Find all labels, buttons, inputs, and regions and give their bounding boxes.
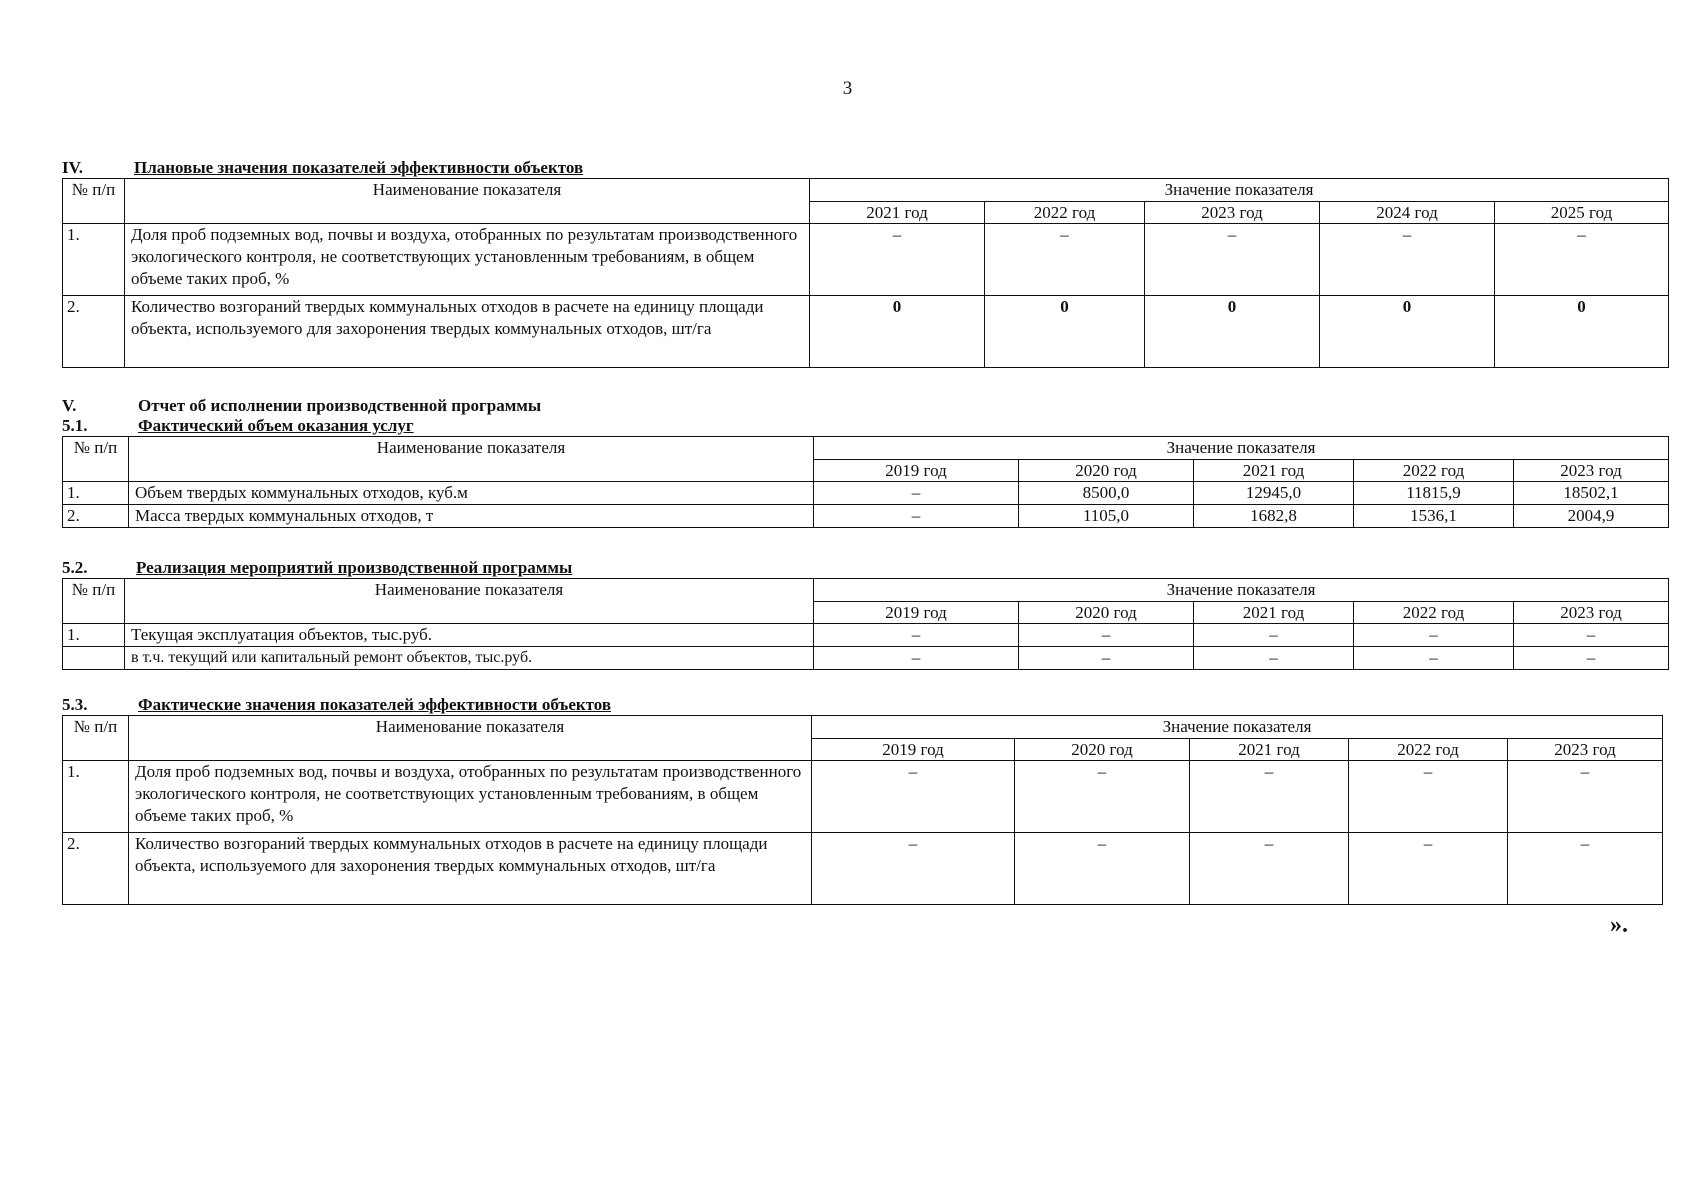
year-header: 2021 год [810, 201, 985, 224]
indicator-name: Количество возгораний твердых коммунальных отходов в расчете на единицу площади объекта, используемого для захоронения твердых коммунальных отходов, шт/га [125, 296, 810, 368]
indicator-value: – [1145, 224, 1320, 296]
indicator-value: 1105,0 [1019, 505, 1194, 528]
row-number [63, 647, 125, 670]
indicator-value: – [1190, 761, 1349, 833]
column-name-header: Наименование показателя [125, 179, 810, 224]
year-header: 2021 год [1190, 738, 1349, 761]
year-header: 2019 год [812, 738, 1015, 761]
column-number-header: № п/п [63, 179, 125, 224]
indicator-value: – [1194, 624, 1354, 647]
indicator-value: – [1508, 833, 1663, 905]
table-header-row [63, 716, 1663, 739]
indicator-value: – [1019, 624, 1194, 647]
actual-indicators-table [62, 715, 1663, 905]
indicator-value: – [814, 505, 1019, 528]
year-header: 2021 год [1194, 601, 1354, 624]
table-header-row [63, 179, 1669, 202]
indicator-name: Объем твердых коммунальных отходов, куб.м [129, 482, 814, 505]
page-number: 3 [842, 78, 853, 99]
year-header: 2022 год [985, 201, 1145, 224]
indicator-value: – [814, 624, 1019, 647]
indicator-value: – [1354, 624, 1514, 647]
section-4-heading [62, 158, 1668, 178]
indicator-value: 0 [810, 296, 985, 368]
row-number: 2. [63, 833, 129, 905]
section-5-number: V. [62, 396, 77, 415]
table-row [63, 224, 1669, 296]
planned-indicators-table [62, 178, 1669, 368]
indicator-value: 0 [1495, 296, 1669, 368]
year-header: 2022 год [1354, 601, 1514, 624]
indicator-name: в т.ч. текущий или капитальный ремонт объектов, тыс.руб. [125, 647, 814, 670]
year-header: 2025 год [1495, 201, 1669, 224]
column-values-header: Значение показателя [814, 579, 1669, 602]
indicator-value: 8500,0 [1019, 482, 1194, 505]
table-row [63, 505, 1669, 528]
indicator-name: Доля проб подземных вод, почвы и воздуха, отобранных по результатам производственного экологического контроля, не соответствующих установленным требованиям, в общем объеме таких проб, % [125, 224, 810, 296]
column-values-header: Значение показателя [812, 716, 1663, 739]
indicator-name: Количество возгораний твердых коммунальных отходов в расчете на единицу площади объекта, используемого для захоронения твердых коммунальных отходов, шт/га [129, 833, 812, 905]
year-header: 2020 год [1019, 601, 1194, 624]
year-header: 2021 год [1194, 459, 1354, 482]
table-row [63, 624, 1669, 647]
indicator-value: – [1354, 647, 1514, 670]
indicator-value: – [810, 224, 985, 296]
indicator-value: – [1514, 624, 1669, 647]
row-number: 2. [63, 505, 129, 528]
year-header: 2019 год [814, 601, 1019, 624]
section-4 [62, 158, 1668, 368]
section-4-number: IV. [62, 158, 83, 177]
indicator-name: Масса твердых коммунальных отходов, т [129, 505, 814, 528]
indicator-value: – [1349, 761, 1508, 833]
section-5-3-title: Фактические значения показателей эффективности объектов [138, 695, 612, 714]
indicator-value: 18502,1 [1514, 482, 1669, 505]
indicator-value: 0 [985, 296, 1145, 368]
column-values-header: Значение показателя [810, 179, 1669, 202]
indicator-value: 0 [1145, 296, 1320, 368]
table-row [63, 761, 1663, 833]
indicator-name: Текущая эксплуатация объектов, тыс.руб. [125, 624, 814, 647]
row-number: 1. [63, 224, 125, 296]
table-row [63, 833, 1663, 905]
table-row [63, 482, 1669, 505]
indicator-value: – [1015, 833, 1190, 905]
column-name-header: Наименование показателя [125, 579, 814, 624]
column-number-header: № п/п [63, 437, 129, 482]
indicator-value: – [985, 224, 1145, 296]
indicator-value: 11815,9 [1354, 482, 1514, 505]
row-number: 1. [63, 761, 129, 833]
indicator-value: – [1508, 761, 1663, 833]
section-5-heading [62, 396, 1668, 416]
indicator-value: – [814, 482, 1019, 505]
closing-quote-mark: ». [1610, 912, 1628, 938]
column-name-header: Наименование показателя [129, 716, 812, 761]
table-header-row [63, 579, 1669, 602]
section-5-1-number: 5.1. [62, 416, 88, 435]
year-header: 2019 год [814, 459, 1019, 482]
section-5-title: Отчет об исполнении производственной программы [138, 396, 542, 415]
year-header: 2023 год [1508, 738, 1663, 761]
column-number-header: № п/п [63, 716, 129, 761]
indicator-value: – [1194, 647, 1354, 670]
year-header: 2020 год [1019, 459, 1194, 482]
column-name-header: Наименование показателя [129, 437, 814, 482]
indicator-value: – [1190, 833, 1349, 905]
column-number-header: № п/п [63, 579, 125, 624]
table-row [63, 296, 1669, 368]
year-header: 2024 год [1320, 201, 1495, 224]
indicator-value: – [812, 833, 1015, 905]
year-header: 2020 год [1015, 738, 1190, 761]
row-number: 1. [63, 624, 125, 647]
section-5-3-heading [62, 695, 1662, 715]
indicator-value: 12945,0 [1194, 482, 1354, 505]
indicator-value: 1682,8 [1194, 505, 1354, 528]
indicator-value: – [814, 647, 1019, 670]
program-activities-table [62, 578, 1669, 670]
indicator-name: Доля проб подземных вод, почвы и воздуха, отобранных по результатам производственного экологического контроля, не соответствующих установленным требованиям, в общем объеме таких проб, % [129, 761, 812, 833]
year-header: 2023 год [1145, 201, 1320, 224]
indicator-value: – [1015, 761, 1190, 833]
section-5-1-title: Фактический объем оказания услуг [138, 416, 414, 435]
section-5-3-number: 5.3. [62, 695, 88, 714]
indicator-value: – [1320, 224, 1495, 296]
section-5-2-heading [62, 558, 1668, 578]
section-5-2 [62, 558, 1668, 670]
section-5 [62, 396, 1668, 528]
indicator-value: – [812, 761, 1015, 833]
year-header: 2022 год [1354, 459, 1514, 482]
row-number: 2. [63, 296, 125, 368]
indicator-value: 1536,1 [1354, 505, 1514, 528]
section-5-2-title: Реализация мероприятий производственной программы [136, 558, 573, 577]
table-row [63, 647, 1669, 670]
section-5-2-number: 5.2. [62, 558, 88, 577]
indicator-value: 2004,9 [1514, 505, 1669, 528]
services-volume-table [62, 436, 1669, 528]
section-5-3 [62, 695, 1662, 905]
table-header-row [63, 437, 1669, 460]
indicator-value: – [1349, 833, 1508, 905]
section-4-title: Плановые значения показателей эффективности объектов [134, 158, 584, 177]
year-header: 2022 год [1349, 738, 1508, 761]
year-header: 2023 год [1514, 459, 1669, 482]
indicator-value: – [1514, 647, 1669, 670]
year-header: 2023 год [1514, 601, 1669, 624]
row-number: 1. [63, 482, 129, 505]
indicator-value: 0 [1320, 296, 1495, 368]
column-values-header: Значение показателя [814, 437, 1669, 460]
indicator-value: – [1019, 647, 1194, 670]
indicator-value: – [1495, 224, 1669, 296]
section-5-1-heading [62, 416, 1668, 436]
